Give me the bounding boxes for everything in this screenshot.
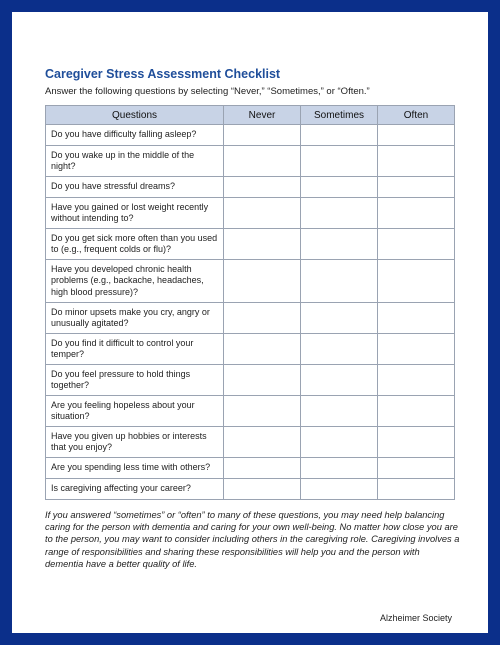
answer-cell-never[interactable] <box>224 146 301 177</box>
question-text: Do you feel pressure to hold things together? <box>46 365 224 396</box>
answer-cell-sometimes[interactable] <box>301 177 378 198</box>
checklist-rows <box>46 125 455 500</box>
table-row <box>46 396 455 427</box>
answer-cell-sometimes[interactable] <box>301 334 378 365</box>
table-row <box>46 303 455 334</box>
question-text: Do you find it difficult to control your temper? <box>46 334 224 365</box>
instructions: Answer the following questions by selecting “Never,” “Sometimes,” or “Often.” <box>45 86 370 97</box>
header-questions: Questions <box>46 106 224 125</box>
answer-cell-often[interactable] <box>378 177 455 198</box>
answer-cell-often[interactable] <box>378 479 455 500</box>
question-text: Do you have difficulty falling asleep? <box>46 125 224 146</box>
answer-cell-sometimes[interactable] <box>301 303 378 334</box>
table-row <box>46 177 455 198</box>
table-row <box>46 146 455 177</box>
answer-cell-often[interactable] <box>378 396 455 427</box>
answer-cell-often[interactable] <box>378 458 455 479</box>
answer-cell-never[interactable] <box>224 303 301 334</box>
answer-cell-often[interactable] <box>378 365 455 396</box>
question-text: Have you given up hobbies or interests that you enjoy? <box>46 427 224 458</box>
answer-cell-never[interactable] <box>224 427 301 458</box>
question-text: Are you feeling hopeless about your situation? <box>46 396 224 427</box>
answer-cell-never[interactable] <box>224 125 301 146</box>
checklist-table <box>45 105 455 500</box>
question-text: Is caregiving affecting your career? <box>46 479 224 500</box>
answer-cell-never[interactable] <box>224 396 301 427</box>
answer-cell-often[interactable] <box>378 146 455 177</box>
answer-cell-sometimes[interactable] <box>301 458 378 479</box>
organization-name: Alzheimer Society <box>379 613 452 623</box>
answer-cell-never[interactable] <box>224 229 301 260</box>
answer-cell-never[interactable] <box>224 260 301 303</box>
answer-cell-never[interactable] <box>224 479 301 500</box>
header-row <box>46 106 455 125</box>
answer-cell-sometimes[interactable] <box>301 146 378 177</box>
table-row <box>46 427 455 458</box>
question-text: Are you spending less time with others? <box>46 458 224 479</box>
table-row <box>46 229 455 260</box>
answer-cell-sometimes[interactable] <box>301 229 378 260</box>
table-row <box>46 334 455 365</box>
answer-cell-never[interactable] <box>224 198 301 229</box>
answer-cell-often[interactable] <box>378 260 455 303</box>
answer-cell-never[interactable] <box>224 334 301 365</box>
table-row <box>46 260 455 303</box>
answer-cell-sometimes[interactable] <box>301 479 378 500</box>
header-never: Never <box>224 106 301 125</box>
header-sometimes: Sometimes <box>301 106 378 125</box>
answer-cell-sometimes[interactable] <box>301 125 378 146</box>
answer-cell-often[interactable] <box>378 229 455 260</box>
table-row <box>46 198 455 229</box>
answer-cell-sometimes[interactable] <box>301 260 378 303</box>
table-row <box>46 458 455 479</box>
question-text: Have you gained or lost weight recently without intending to? <box>46 198 224 229</box>
answer-cell-often[interactable] <box>378 198 455 229</box>
question-text: Have you developed chronic health problems (e.g., backache, headaches, high blood pressure)? <box>46 260 224 303</box>
table-row <box>46 125 455 146</box>
answer-cell-sometimes[interactable] <box>301 427 378 458</box>
document-title: Caregiver Stress Assessment Checklist <box>45 67 281 81</box>
question-text: Do minor upsets make you cry, angry or unusually agitated? <box>46 303 224 334</box>
question-text: Do you wake up in the middle of the night? <box>46 146 224 177</box>
table-row <box>46 365 455 396</box>
answer-cell-sometimes[interactable] <box>301 365 378 396</box>
answer-cell-sometimes[interactable] <box>301 396 378 427</box>
answer-cell-often[interactable] <box>378 427 455 458</box>
table-row <box>46 479 455 500</box>
answer-cell-sometimes[interactable] <box>301 198 378 229</box>
header-often: Often <box>378 106 455 125</box>
answer-cell-never[interactable] <box>224 458 301 479</box>
answer-cell-never[interactable] <box>224 365 301 396</box>
question-text: Do you get sick more often than you used to (e.g., frequent colds or flu)? <box>46 229 224 260</box>
question-text: Do you have stressful dreams? <box>46 177 224 198</box>
answer-cell-often[interactable] <box>378 125 455 146</box>
document-page <box>12 12 488 633</box>
answer-cell-never[interactable] <box>224 177 301 198</box>
footer-paragraph: If you answered “sometimes” or “often” to many of these questions, you may need help balancing caring for the person with dementia and caring for your own well-being. No matter how close you are to the person, you may want to consider including others in the caregiving role. Caregiving involves a range of responsibilities and sharing these responsibilities will help you and the person with dementia have a better quality of life. <box>45 510 460 569</box>
answer-cell-often[interactable] <box>378 334 455 365</box>
answer-cell-often[interactable] <box>378 303 455 334</box>
